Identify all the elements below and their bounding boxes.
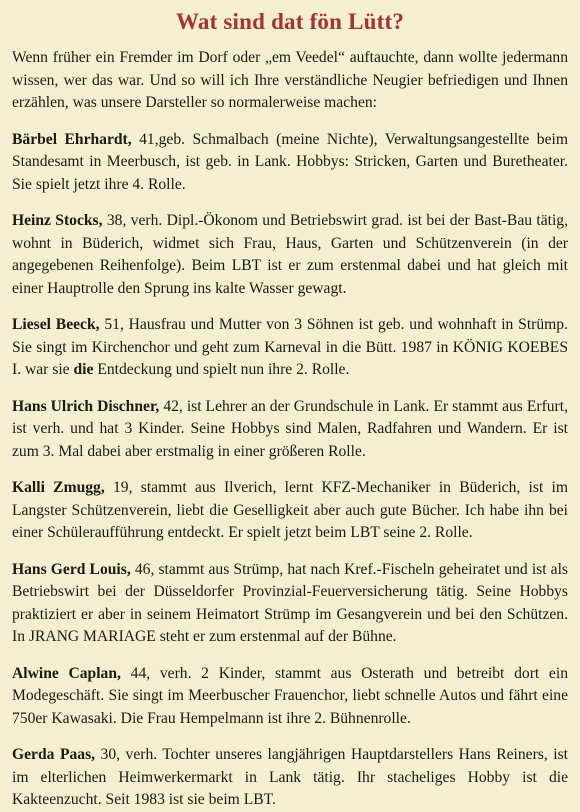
- cast-entry-gerda-paas: [12, 744, 568, 812]
- cast-name: Gerda Paas,: [12, 746, 96, 763]
- cast-entry-alwine-caplan: [12, 663, 568, 731]
- cast-description: 38, verh. Dipl.-Ökonom und Betriebswirt grad. ist bei der Bast-Bau tätig, wohnt in Büderich, widmet sich Frau, Haus, Garten und Schützenverein (in der angegebenen Reihenfolge). Beim LBT ist er zum erstenmal dabei und hat gleich mit einer Hauptrolle den Sprung ins kalte Wasser gewagt.: [12, 212, 568, 297]
- cast-entry-hans-ulrich-dischner: [12, 396, 568, 464]
- cast-description: 19, stammt aus Ilverich, lernt KFZ-Mechaniker in Büderich, ist im Langster Schützenverein, liebt die Geselligkeit aber auch gute Bücher. Ich habe ihn bei einer Schüleraufführung entdeckt. Er spielt jetzt beim LBT seine 2. Rolle.: [12, 479, 568, 541]
- cast-name: Alwine Caplan,: [12, 664, 121, 682]
- intro-paragraph: Wenn früher ein Fremder im Dorf oder „em Veedel“ auftauchte, dann wollte jedermann wissen, wer das war. Und so will ich Ihre verständliche Neugier befriedigen und Ihnen erzählen, was unsere Darsteller so normalerweise machen:: [12, 49, 568, 111]
- cast-description: 46, stammt aus Strümp, hat nach Kref.-Fischeln geheiratet und ist als Betriebswirt bei der Düsseldorfer Provinzial-Feuerversicherung tätig. Seine Hobbys praktiziert er aber in seinem Heimatort Strümp im Gesangverein und bei den Schützen. In JRANG MARIAGE steht er zum erstenmal auf der Bühne.: [12, 560, 568, 645]
- cast-name: Hans Ulrich Dischner,: [12, 397, 160, 415]
- cast-entry-hans-gerd-louis: [12, 559, 568, 649]
- cast-name: Liesel Beeck,: [12, 316, 100, 333]
- cast-entry-liesel-beeck: [12, 314, 568, 382]
- cast-description-end: Entdeckung und spielt nun ihre 2. Rolle.: [93, 361, 350, 378]
- cast-entry-heinz-stocks: [12, 210, 568, 300]
- cast-entry-baerbel-ehrhardt: [12, 129, 568, 197]
- cast-name: Kalli Zmugg,: [12, 479, 105, 496]
- cast-description: 51, Hausfrau und Mutter von 3 Söhnen ist geb. und wohnhaft in Strümp. Sie singt im Kirchenchor und geht zum Karneval in die Bütt. 1987 in KÖNIG KOEBES I. war sie: [12, 316, 568, 378]
- cast-description: 44, verh. 2 Kinder, stammt aus Osterath und betreibt dort ein Modegeschäft. Sie singt im Meerbuscher Frauenchor, liebt schnelle Autos und fährt eine 750er Kawasaki. Die Frau Hempelmann ist ihre 2. Bühnenrolle.: [12, 664, 568, 727]
- page-title: Wat sind dat fön Lütt?: [175, 9, 405, 34]
- emphasis-word: die: [73, 361, 94, 378]
- cast-description: 42, ist Lehrer an der Grundschule in Lank. Er stammt aus Erfurt, ist verh. und hat 3 Kinder. Seine Hobbys sind Malen, Radfahren und Wandern. Er ist zum 3. Mal dabei aber erstmalig in einer größeren Rolle.: [12, 397, 568, 460]
- cast-description: 41,geb. Schmalbach (meine Nichte), Verwaltungsangestellte beim Standesamt in Meerbusch, ist geb. in Lank. Hobbys: Stricken, Garten und Buretheater. Sie spielt jetzt ihre 4. Rolle.: [12, 130, 568, 193]
- cast-name: Heinz Stocks,: [12, 212, 103, 229]
- cast-name: Hans Gerd Louis,: [12, 560, 131, 578]
- cast-name: Bärbel Ehrhardt,: [12, 130, 132, 148]
- cast-description: 30, verh. Tochter unseres langjährigen Hauptdarstellers Hans Reiners, ist im elterlichen Heimwerkermarkt in Lank tätig. Ihr stacheliges Hobby ist die Kakteenzucht. Seit 1983 ist sie beim LBT.: [12, 746, 568, 808]
- cast-entry-kalli-zmugg: [12, 477, 568, 545]
